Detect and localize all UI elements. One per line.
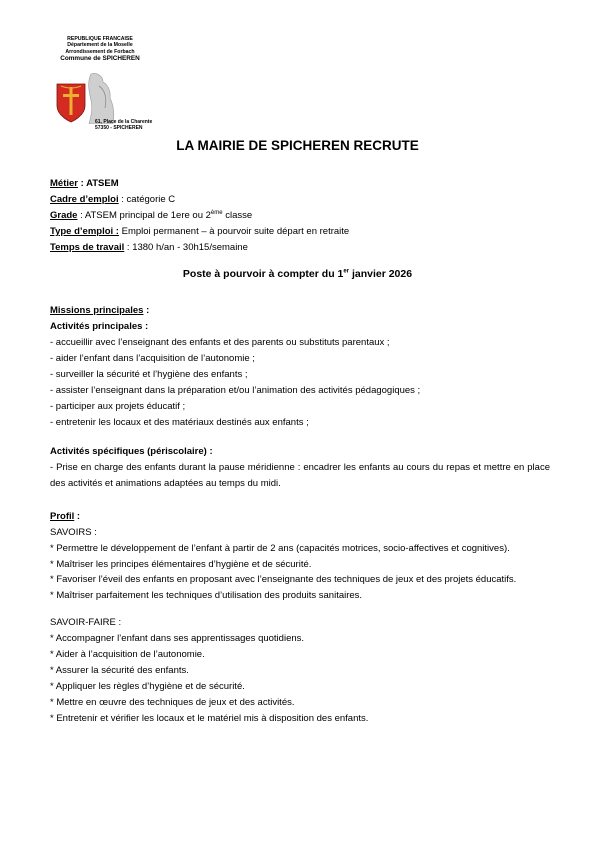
grade-label: Grade	[50, 210, 78, 221]
list-item: * Maîtriser les principes élémentaires d’hygiène et de sécurité.	[50, 558, 312, 570]
commune-line: Commune de SPICHEREN	[60, 55, 140, 63]
commune-crest-logo	[55, 72, 125, 124]
list-item: - aider l’enfant dans l’acquisition de l’autonomie ;	[50, 353, 255, 364]
list-item: * Mettre en œuvre des techniques de jeux et des activités.	[50, 697, 295, 708]
missions-section: Missions principales : Activités principales : - accueillir avec l’enseignant des enfants et des parents ou substituts parentaux ; - aider l’enfant dans l’acquisition de l’autonomie ; - surveiller la sécurité et l’hygiène des enfants ; - assister l’enseignant dans la préparation et/ou l’animation des activités pédagogiques ; - participer aux projets éducatif ; - entretenir les locaux et des matériaux destinés aux enfants ; Activités spécifiques (périscolaire) : - Prise en charge des enfants durant la pause méridienne : encadrer les enfants au cours du repas et mettre en place des activités et animations adaptées au temps du midi.	[50, 303, 550, 491]
letterhead	[50, 36, 150, 63]
address-city: 57350 - SPICHEREN	[95, 124, 143, 131]
list-item: - entretenir les locaux et des matériaux destinés aux enfants ;	[50, 417, 309, 428]
list-item: - accueillir avec l’enseignant des enfants et des parents ou substituts parentaux ;	[50, 337, 390, 348]
profil-section: Profil : SAVOIRS : * Permettre le développement de l’enfant à partir de 2 ans (capacités motrices, socio-affectives et cognitives). * Maîtriser les principes élémentaires d’hygiène et de sécurité. * Favoriser l’éveil des enfants en proposant avec l’enseignante des techniques de jeux et des projets éducatifs. * Maîtriser parfaitement les techniques d’utilisation des produits sanitaires. SAVOIR-FAIRE : * Accompagner l’enfant dans ses apprentissages quotidiens. * Aider à l’acquisition de l’autonomie. * Assurer la sécurité des enfants. * Appliquer les règles d’hygiène et de sécurité. * Mettre en œuvre des techniques de jeux et des activités. * Entretenir et vérifier les locaux et le matériel mis à disposition des enfants.	[50, 509, 550, 727]
type-label: Type d’emploi :	[50, 226, 119, 237]
activities-heading: Activités principales :	[50, 321, 149, 332]
specific-text: - Prise en charge des enfants durant la pause méridienne : encadrer les enfants au cours du repas et mettre en place des activités et animations adaptées au temps du midi.	[50, 462, 550, 489]
savoirfaire-heading: SAVOIR-FAIRE :	[50, 617, 122, 628]
list-item: * Favoriser l’éveil des enfants en proposant avec l’enseignante des techniques de jeux et des projets éducatifs.	[50, 574, 517, 585]
profil-heading: Profil	[50, 511, 75, 522]
metier-row: Métier : ATSEM	[50, 178, 119, 189]
temps-value: 1380 h/an - 30h15/semaine	[132, 242, 248, 253]
grade-value-end: classe	[222, 210, 253, 221]
cadre-value: catégorie C	[126, 194, 176, 205]
statue-shape	[89, 73, 114, 124]
poste-text: Poste à pourvoir à compter du 1	[182, 268, 344, 280]
page-title: LA MAIRIE DE SPICHEREN RECRUTE	[176, 138, 419, 153]
poste-text-end: janvier 2026	[349, 268, 413, 280]
address-block	[95, 120, 155, 131]
department-line: Département de la Moselle	[67, 42, 133, 49]
arrondissement-line: Arrondissement de Forbach	[65, 48, 135, 55]
specific-heading: Activités spécifiques (périscolaire) :	[50, 446, 213, 457]
list-item: * Accompagner l’enfant dans ses apprentissages quotidiens.	[50, 633, 305, 644]
list-item: * Appliquer les règles d’hygiène et de sécurité.	[50, 681, 245, 692]
cadre-label: Cadre d’emploi	[50, 194, 119, 205]
republic-line: REPUBLIQUE FRANCAISE	[67, 36, 133, 42]
address-street: 61, Place de la Charente	[95, 119, 153, 125]
poste-sup: er	[343, 268, 350, 275]
metier-value: ATSEM	[86, 178, 119, 189]
temps-label: Temps de travail	[50, 242, 125, 253]
list-item: * Aider à l’acquisition de l’autonomie.	[50, 649, 205, 660]
job-details	[50, 176, 550, 256]
grade-sup: ème	[210, 209, 223, 216]
grade-row: Grade : ATSEM principal de 1ere ou 2ème classe	[50, 209, 253, 221]
temps-row: Temps de travail : 1380 h/an - 30h15/semaine	[50, 242, 248, 253]
list-item: * Assurer la sécurité des enfants.	[50, 665, 189, 676]
list-item: - assister l’enseignant dans la préparation et/ou l’animation des activités pédagogiques ;	[50, 385, 421, 396]
list-item: - participer aux projets éducatif ;	[50, 401, 186, 412]
type-row	[50, 224, 550, 240]
cadre-row: Cadre d’emploi : catégorie C	[50, 194, 176, 205]
list-item: - surveiller la sécurité et l’hygiène des enfants ;	[50, 369, 248, 380]
grade-value: ATSEM principal de 1ere ou 2	[84, 210, 211, 221]
list-item: * Entretenir et vérifier les locaux et le matériel mis à disposition des enfants.	[50, 713, 369, 724]
list-item: * Permettre le développement de l’enfant à partir de 2 ans (capacités motrices, socio-affectives et cognitives).	[50, 543, 510, 554]
list-item: * Maîtriser parfaitement les techniques d’utilisation des produits sanitaires.	[50, 589, 363, 601]
type-value: Emploi permanent – à pourvoir suite départ en retraite	[121, 226, 350, 237]
missions-heading: Missions principales	[50, 305, 144, 316]
savoirs-heading: SAVOIRS :	[50, 527, 97, 538]
metier-label: Métier	[50, 178, 78, 189]
poste-date	[0, 268, 595, 280]
